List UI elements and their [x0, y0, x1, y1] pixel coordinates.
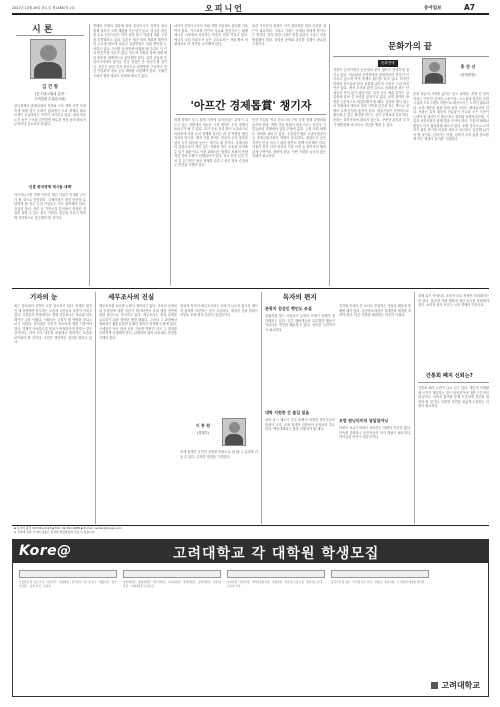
editorial-divider-3 — [329, 24, 330, 286]
author-name: 김 건 형 — [42, 85, 58, 90]
big-title-rule — [176, 114, 326, 115]
tax-audit-body-1: 세무조사를 둘러싼 논란이 계속되고 있다. 조사의 공정성과 투명성에 대한 의문이 제기되면서 조세 행정 전반에 대한 불신으로 이어지고 있다. 세무조사는 성실 납세를 유도하기 위한 정당한 행정 행위다. 그러나 그 과정에서 형평성이 훼손된다면 본래의 취지가 퇴색될 수밖에 없다. 국세청은 조사 대상 선정 기준을 명확히 하고 그 결과를 투명하게 공개해야 한다. 납세자의 권익 보호에도 만전을 기해야 한다. — [99, 304, 177, 340]
ad-column: 모집학과 및 전공 안내 · 지원자격 · 전형방법 · 원서접수 기간 및 장소 · 제출서류 · 합격자 발표 · 등록 안내 · 문의처 — [19, 570, 117, 680]
adultery-title-rule — [418, 382, 489, 383]
mid-rule — [12, 288, 489, 289]
culture-body-2: 문화 향유의 기회를 넓히는 일도 과제다. 지역 간 문화 격차는 여전히 심각한 수준이다. 수도권에 집중된 문화 시설과 프로그램을 지방으로 확산시키는 노력이 필요하다. 소외 계층을 위한 문화 복지 사업도 확대되어야 한다. 문화는 특정 계층의 전유물이 아니라 모든 국민이 누려야 할 권리이기 때문이다. 정부와 지방자치단체, 기업과 시민사회가 함께 힘을 모아야 한다. 기업의 메세나 활동도 더욱 활성화될 필요가 있다. 문화 강국으로 도약하기 위한 장기적 비전을 세우고 차근차근 실천해 나가야 할 것이다. 깊어가는 가을, 문화가 우리 삶을 풍요롭게 하는 계절이 되기를 기대한다. — [413, 92, 489, 142]
right-column-body-2: 간통죄 폐지 논란이 다시 일고 있다. 개인의 사생활에 국가가 개입하는 것이 타당한가에 대한 근본적인 물음이다. 사회적 합의를 통해 신중하게 결론을 내려야 할 것이다. 다양한 의견을 폭넓게 수렴하는 과정이 필요하다. — [418, 386, 489, 409]
bottom-divider-2 — [261, 292, 262, 524]
editorial-divider-2 — [170, 24, 171, 286]
reader-letter-body-1: 관광지를 찾는 사람들이 늘면서 쓰레기 문제가 심각해지고 있다. 일부 행락객들의 무분별한 행동이 아름다운 자연을 훼손하고 있다. 성숙한 시민의식이 필요하다. — [265, 314, 335, 332]
tax-audit-body-3: 조세 정책은 국민의 신뢰를 바탕으로 할 때 그 효과를 거둘 수 있다. 투명한 세정을 기대한다. — [180, 450, 258, 459]
header-issue-info: 2001년 10월 26일 화요일 제14887호 (4) — [12, 6, 75, 10]
page-number: A7 — [464, 3, 476, 12]
column-label: 시 론 — [32, 25, 53, 35]
reader-letter-body-4: 어린이 보호구역에서 과속하는 차량이 여전히 많다. 단속을 강화하고 운전자들의 의식 개선이 필요하다. 아이들의 안전이 최우선이다. — [339, 426, 411, 440]
ad-logo: Kore@ — [19, 543, 72, 559]
editorial-body-4: 나아가 중앙아시아의 자원 개발 사업에도 관심을 기울여야 한다. 카스피해 연안의 석유와 천연가스는 세계 에너지 시장에서 차지하는 비중이 점차 커지고 있다. 에너지 수입 의존도가 높은 우리로서는 자원 확보 차원에서도 이 지역을 주목해야 한다. — [174, 24, 248, 47]
newspaper-name: 동아일보 — [424, 6, 442, 11]
reporter-eye-body: 최근 정치권의 공방이 도를 넘어서고 있다. 민생은 뒷전인 채 정쟁에만 몰두하는 모습에 국민들의 실망이 커지고 있다. 국정감사 현장에서도 정책 검증보다는 폭로와 의혹 제기가 주를 이뤘다. 이래서는 국회가 제 역할을 한다고 보기 어렵다. 정치권은 국민의 목소리에 귀를 기울여야 한다. 경제가 어려울수록 정치가 안정되어야 한다는 것은 상식이다. 여야 모두 대승적 차원에서 협력하는 모습을 보여줘야 할 것이다. 국민은 생산적인 정치를 원하고 있다. — [14, 304, 92, 345]
editorial-subhead: '신흥 한국경제 재시동 대책' — [27, 185, 73, 189]
culture-column-title: 문화가의 끝 — [388, 42, 433, 52]
culture-author-photo — [422, 58, 446, 84]
editorial-body-3: 반테러 전쟁의 결과에 따라 중앙아시아 지역의 정치 경제 질서가 크게 재편될 가능성이 높다. 미국을 비롯한 주요 선진국들은 이미 전후 복구 사업에 대한 구상을 본격화하고 있다. 일본은 재건 회의 개최를 제안하며 주도권 확보에 나섰고 유럽연합도 지원 방안을 논의하고 있다. 이러한 움직임에 비춰볼 때 우리도 더 이상 머뭇거릴 여유가 없다. 인도적 지원과 함께 경제 협력 방안을 체계적으로 준비해야 한다. 특히 중동과 중앙아시아에서 쌓아온 건설 경험은 큰 자산이 될 것이다. 정부는 관련 부처 합동으로 대책반을 구성하고 민간 기업과의 정보 공유 체계를 마련해야 한다. 국제기구와의 협력 채널도 강화할 필요가 있다. — [93, 24, 167, 79]
culture-badge: 문화면에 — [378, 60, 398, 67]
culture-author-affiliation: (문화면장) — [460, 73, 476, 77]
right-column-body-1: 경제 위기 속에서도 소비자 보호 정책은 후퇴해서는 안 된다. 불공정 거래 행위에 대한 감시를 강화해야 한다. 소비자 권익 보호는 시장 경제의 기본이다. — [418, 294, 489, 308]
adultery-law-title: 간통회 폐지 신뢰는? — [426, 373, 473, 379]
culture-title-rule — [333, 56, 489, 57]
reporter-eye-title: 기자의 눈 — [30, 293, 58, 301]
tax-audit-author-affiliation: (경제부) — [196, 431, 210, 435]
footer-contact: ▪ 독자의 광장 (02)361-0123 ▪ FAX: 02-361-0988 ▪ E-mail: reader@donga.com — [14, 526, 122, 530]
tax-audit-author-name: 이 종 원 — [195, 423, 211, 428]
author-affiliation: (전 서울시립대 총장· 무역출품 수출감시위) — [34, 92, 66, 101]
reader-letter-body-3: 지하철 안에서 큰 소리로 통화하는 사람들 때문에 불쾌할 때가 많다. 공공장소에서의 휴대전화 예절을 지켜야 한다. 다른 사람을 배려하는 마음이 아쉽다. — [339, 304, 411, 318]
column-label-rule — [16, 35, 84, 36]
author-photo — [30, 39, 66, 79]
editorial-body-6: 세계 경제가 동시 침체 국면에 들어섰다는 분석이 나오고 있는 상황에서 새로운 시장 개척은 우리 경제의 돌파구가 될 수 있다. 과거 중동 건설 붐이 오일쇼크로 어려움에 처한 우리 경제를 살리는 데 큰 역할을 했던 것처럼 말이다. 재건 사업 참여는 단순한 수익 창출을 넘어 국가 위상을 높이는 계기도 될 것이다. 국제사회의 일원으로서 책임 있는 역할을 하는 모습을 보여줄 수 있기 때문이다. 이를 위해서는 범정부 차원의 종합적인 전략 수립이 선행되어야 한다. 외교 통상 산업 부처 간 유기적인 협조 체제를 갖추고 현지 정보 수집에도 만전을 기해야 한다. — [174, 118, 248, 168]
editorial-body-5: 물론 아프간의 정세가 아직 불안정한 만큼 신중한 접근이 필요하다. 그러나 기회는 준비된 자에게 찾아오는 법이다. 전후 재건 시장은 선점 효과가 크다는 점을 명심해야 한다. 치밀한 준비와 과감한 실행이 필요한 시점이다. — [252, 24, 326, 47]
ad-column: 석사과정 · 박사과정 · 석박사통합과정 · 전형일정 · 면접 및 구술시험 · 장학제도 안내 · 기숙사 안내 — [227, 570, 325, 680]
reader-letter-body-2: 대학 입시 제도가 자주 바뀌어 학생과 학부모들의 혼란이 크다. 교육 정책의 일관성이 무엇보다 중요하다. 백년대계라는 말을 되새겨야 할 때다. — [265, 418, 335, 432]
ad-title: 고려대학교 각 대학원 학생모집 — [173, 546, 380, 562]
reader-letter-sub-2: 대학 지원한 간 즐길 일을 — [265, 410, 310, 415]
header-rule — [12, 13, 489, 15]
ad-footer-logo: 고려대학교 — [431, 680, 480, 691]
university-ad[interactable] — [12, 539, 489, 697]
bottom-divider-1 — [95, 292, 96, 524]
tax-audit-body-2: 정치적 목적의 세무조사라는 의혹이 나오지 않도록 제도적 장치를 마련하는 것이 시급하다. 세정의 신뢰 회복이야말로 조세 정의 실현의 첫걸음이다. — [180, 304, 258, 318]
editorial-divider-1 — [89, 24, 90, 286]
culture-body-1: 가을이 깊어가면서 곳곳에서 문화 행사가 풍성하게 열리고 있다. 미술관과 공연장마다 관람객들의 발길이 이어지고 있으며 지역 축제도 활기를 띠고 있다. 하지만 화려한 겉모습과 달리 문화계 내부의 사정은 그리 밝지만은 않다. 예산 부족과 관객 감소로 어려움을 겪는 단체들이 적지 않기 때문이다. 특히 순수 예술 분야는 상업성에 밀려 설 자리를 잃어가고 있다. 문화 정책의 방향을 근본적으로 재검토해야 할 때다. 일회성 행사 위주의 지원에서 벗어나 창작 기반을 튼튼히 하는 쪽으로 정책의 무게 중심을 옮겨야 한다. 예술가들이 안정적으로 활동할 수 있는 환경을 만드는 것이 무엇보다 중요하다. 문화는 하루아침에 꽃피지 않는다. 꾸준한 관심과 투자가 뒷받침될 때 비로소 결실을 맺을 수 있다. — [333, 68, 409, 127]
editorial-body-1: 한국경제의 잠재성장력 저하와 구조 개혁 지연 우려 속에 세계 경기 둔화가 겹치면서 우리 경제의 활로 모색이 시급하다는 지적이 이어지고 있다. 대외 의존도가 높은 구조를 감안하면 새로운 성장 동력 확보가 무엇보다 중요하다 하겠다. — [14, 104, 86, 127]
editorial-body-7: 민간 기업들 역시 컨소시엄 구성 등을 통해 경쟁력을 높여야 한다. 개별 기업 차원의 대응으로는 선진국 기업들과의 경쟁에서 밀릴 수밖에 없다. 금융 지원 체계도 정비할 필요가 있다. 수출입은행과 수출보험공사 등 정책금융기관의 역할이 중요하다. 위험도가 높은 지역인 만큼 리스크 관리 방안도 함께 마련해야 한다. 아울러 현지 인력 양성과 기술 이전 등 장기적인 협력 관계 구축에도 힘써야 한다. 이번 기회를 놓치지 않는 지혜가 필요하다. — [252, 118, 326, 159]
tax-audit-author-photo — [222, 418, 246, 446]
reader-letter-title: 독자의 편지 — [283, 293, 317, 301]
editorial-body-2: 아프가니스탄 전쟁 이후의 재건 사업은 막대한 규모가 될 것으로 전망된다. 국제사회가 재건 비용을 분담하게 될 경우 우리 기업들도 적극 참여해야 한다. 건설과 통신, 전력 등 기반시설 분야에서 축적된 경험을 살릴 수 있는 좋은 기회다. 정부와 기업이 협력해 전략적으로 접근해야 할 것이다. — [14, 193, 86, 220]
bottom-divider-3 — [414, 292, 415, 524]
section-title: 오피니언 — [205, 4, 244, 13]
ad-column: 일반대학원 · 경영대학원 · 법무대학원 · 교육대학원 · 정책대학원 · 공학대학원 · 언론대학원 · 국제대학원 모집요강 — [123, 570, 221, 680]
tax-audit-title: 세무조사의 진실 — [108, 293, 155, 301]
culture-author-name: 홍 찬 신 — [460, 64, 476, 69]
footer-disclaimer: ※ 신문에 실린 기사의 내용은 본지의 편집방침과 다를 수 있습니다. — [14, 530, 96, 534]
ad-column: 원서교부 및 접수 · 인터넷 접수 안내 · 전형료 · 유의사항 · 각 대학원 행정실 연락처 — [331, 570, 429, 680]
reader-letter-sub-3: 모범 원닝리미터 넣일일마닝 — [339, 418, 389, 423]
editorial-big-title: '아프간 경제톱賞' 챙기자 — [190, 99, 312, 112]
reader-letter-sub-1: 관광지 검섬인 행인도 쏘설 — [265, 306, 312, 311]
